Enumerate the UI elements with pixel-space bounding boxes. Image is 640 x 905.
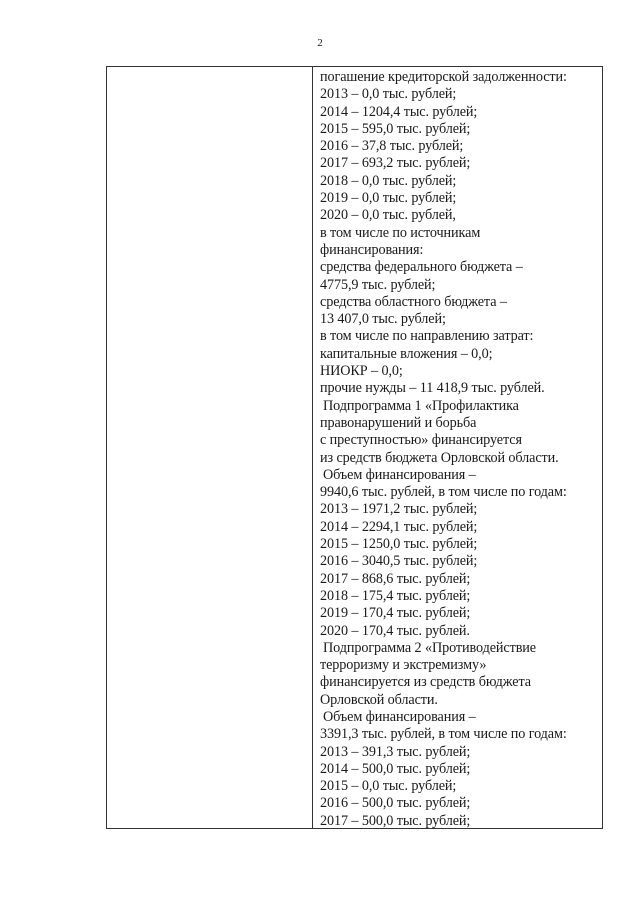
text-line: 2017 – 693,2 тыс. рублей; (320, 155, 471, 172)
text-line: 2016 – 37,8 тыс. рублей; (320, 138, 464, 155)
table-left-cell (107, 67, 312, 828)
text-line: 3391,3 тыс. рублей, в том числе по годам: (320, 726, 567, 743)
text-line: из средств бюджета Орловской области. (320, 449, 559, 466)
text-line: правонарушений и борьба (320, 414, 477, 431)
text-line: 2016 – 500,0 тыс. рублей; (320, 795, 471, 812)
text-line: 2018 – 175,4 тыс. рублей; (320, 587, 471, 604)
text-line: НИОКР – 0,0; (320, 363, 403, 380)
text-line: 2015 – 1250,0 тыс. рублей; (320, 536, 478, 553)
text-line: терроризму и экстремизму» (320, 657, 487, 674)
text-line: капитальные вложения – 0,0; (320, 345, 493, 362)
text-line: 2013 – 391,3 тыс. рублей; (320, 743, 471, 760)
text-line: прочие нужды – 11 418,9 тыс. рублей. (320, 380, 545, 397)
text-line: финансирования: (320, 241, 424, 258)
text-line: финансируется из средств бюджета (320, 674, 531, 691)
text-line: 2020 – 170,4 тыс. рублей. (320, 622, 470, 639)
text-line: средства федерального бюджета – (320, 259, 523, 276)
page-number: 2 (317, 37, 323, 49)
text-line: 13 407,0 тыс. рублей; (320, 311, 446, 328)
text-line: погашение кредиторской задолженности: (320, 69, 567, 85)
column-divider (312, 67, 313, 828)
text-line: 2016 – 3040,5 тыс. рублей; (320, 553, 478, 570)
text-line: 2013 – 0,0 тыс. рублей; (320, 86, 457, 103)
text-line: с преступностью» финансируется (320, 432, 522, 449)
funding-table (106, 66, 603, 829)
text-line: средства областного бюджета – (320, 293, 507, 310)
table-right-cell (320, 69, 602, 830)
text-line: 2018 – 0,0 тыс. рублей; (320, 172, 457, 189)
text-line: 2015 – 595,0 тыс. рублей; (320, 120, 471, 137)
text-line: 9940,6 тыс. рублей, в том числе по годам: (320, 484, 567, 501)
text-line: 2013 – 1971,2 тыс. рублей; (320, 501, 478, 518)
text-line: 4775,9 тыс. рублей; (320, 276, 436, 293)
text-line: 2015 – 0,0 тыс. рублей; (320, 778, 457, 795)
text-line: 2014 – 2294,1 тыс. рублей; (320, 518, 478, 535)
text-line: 2014 – 1204,4 тыс. рублей; (320, 103, 478, 120)
text-line: Орловской области. (320, 691, 438, 708)
text-line: Объем финансирования – (323, 708, 476, 725)
text-line: 2019 – 0,0 тыс. рублей; (320, 190, 457, 207)
text-line: в том числе по направлению затрат: (320, 328, 534, 345)
text-line: Объем финансирования – (323, 466, 476, 483)
text-line: 2017 – 500,0 тыс. рублей; (320, 812, 471, 829)
text-line: 2019 – 170,4 тыс. рублей; (320, 605, 471, 622)
text-line: в том числе по источникам (320, 224, 481, 241)
text-line: 2020 – 0,0 тыс. рублей, (320, 207, 456, 224)
text-line: Подпрограмма 1 «Профилактика (323, 397, 519, 414)
text-line: 2014 – 500,0 тыс. рублей; (320, 760, 471, 777)
text-line: 2017 – 868,6 тыс. рублей; (320, 570, 471, 587)
text-line: Подпрограмма 2 «Противодействие (323, 639, 536, 656)
